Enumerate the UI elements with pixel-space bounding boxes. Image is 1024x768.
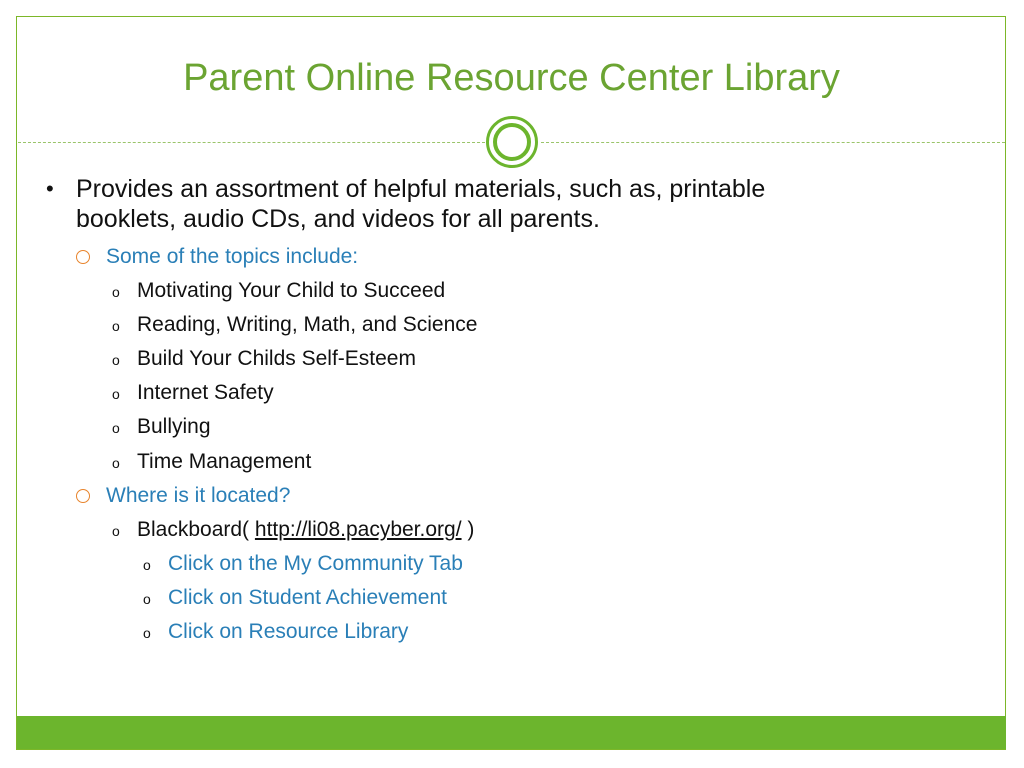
small-circle-bullet-icon: o (112, 318, 120, 334)
open-circle-bullet-icon (76, 489, 90, 503)
topic-item: Bullying (137, 415, 211, 438)
small-circle-bullet-icon: o (112, 455, 120, 471)
intro-line-2: booklets, audio CDs, and videos for all parents. (76, 205, 600, 233)
location-step: Click on Resource Library (168, 620, 409, 643)
blackboard-link[interactable]: http://li08.pacyber.org/ (254, 518, 462, 541)
blackboard-suffix: ) (467, 518, 475, 541)
small-circle-bullet-icon: o (112, 352, 120, 368)
small-circle-bullet-icon: o (112, 386, 120, 402)
topic-item: Reading, Writing, Math, and Science (137, 313, 478, 336)
small-circle-bullet-icon: o (143, 557, 151, 573)
topics-heading: Some of the topics include: (106, 245, 359, 268)
location-step: Click on the My Community Tab (168, 552, 463, 575)
topic-item: Motivating Your Child to Succeed (137, 279, 446, 302)
small-circle-bullet-icon: o (112, 284, 120, 300)
topic-item: Build Your Childs Self-Esteem (137, 347, 416, 370)
location-step: Click on Student Achievement (168, 586, 447, 609)
open-circle-bullet-icon (76, 250, 90, 264)
small-circle-bullet-icon: o (143, 591, 151, 607)
small-circle-bullet-icon: o (112, 420, 120, 436)
small-circle-bullet-icon: o (112, 523, 120, 539)
bullet-dot-icon: • (46, 176, 54, 201)
location-heading: Where is it located? (106, 484, 291, 507)
small-circle-bullet-icon: o (143, 625, 151, 641)
blackboard-line (137, 517, 474, 543)
blackboard-prefix: Blackboard( (137, 518, 250, 541)
topic-item: Internet Safety (137, 381, 274, 404)
slide-title: Parent Online Resource Center Library (183, 57, 840, 99)
intro-line-1: Provides an assortment of helpful materials, such as, printable (76, 175, 766, 203)
topic-item: Time Management (137, 450, 312, 473)
